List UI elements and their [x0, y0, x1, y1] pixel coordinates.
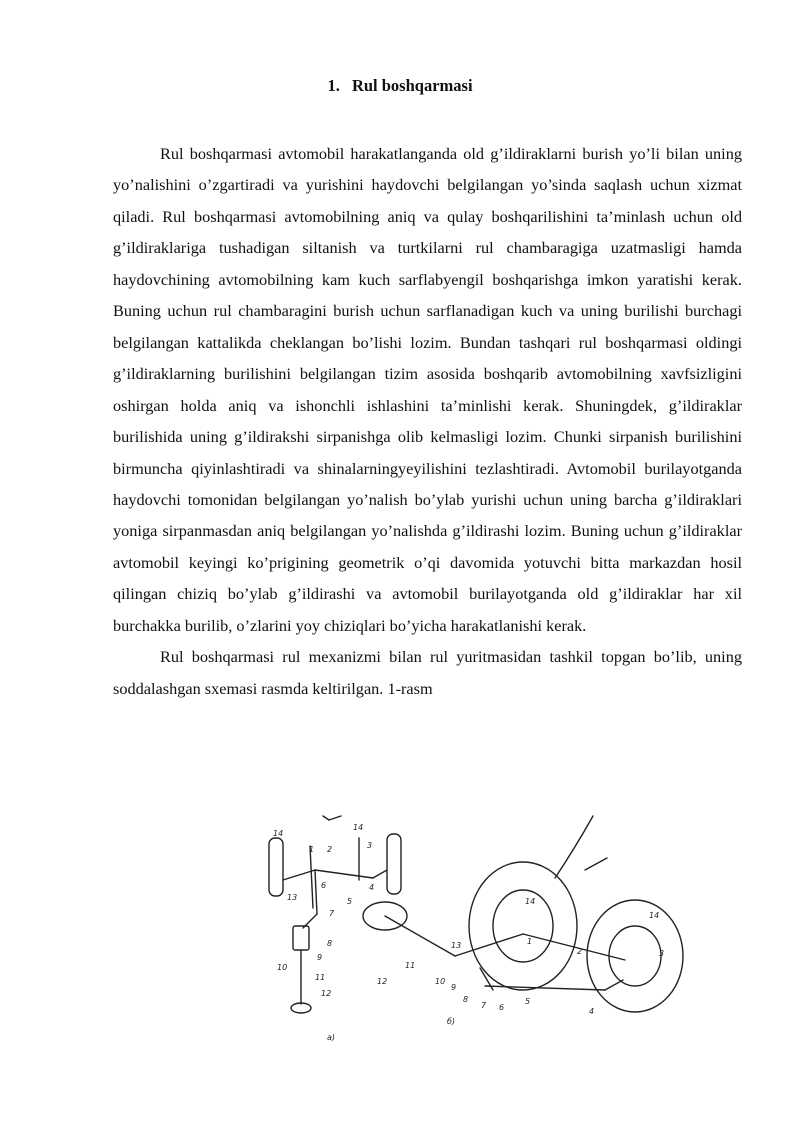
label-a-14-top: 14 — [273, 829, 284, 838]
label-b-14-left: 14 — [525, 897, 536, 906]
rear-wheel-shape — [587, 900, 683, 1012]
panel-a-label: a) — [327, 1033, 336, 1042]
label-a-3: 3 — [367, 841, 373, 850]
steering-diagram — [255, 808, 685, 1048]
label-a-14: 14 — [353, 823, 364, 832]
label-a-2: 2 — [327, 845, 333, 854]
label-b-8: 8 — [463, 995, 469, 1004]
label-a-13: 13 — [287, 893, 298, 902]
heading-title: Rul boshqarmasi — [351, 76, 473, 95]
right-wheel-shape — [387, 834, 401, 894]
label-b-9: 9 — [451, 983, 457, 992]
label-b-11: 11 — [405, 961, 416, 970]
label-a-4: 4 — [369, 883, 375, 892]
label-b-14-right: 14 — [649, 911, 660, 920]
paragraph-1: Rul boshqarmasi avtomobil harakatlanganda old g’ildiraklarni burish yo’li bilan uning yo’nalishini o’zgartiradi va yurishini haydovchi belgilangan yo’sinda saqlash uchun xizmat qiladi. Rul boshqarmasi avtomobilning aniq va qulay boshqarilishini ta’minlash uchun old g’ildiraklariga tushadigan siltanish va turtkilarni rul chambaragiga uzatmasligi hamda haydovchining avtomobilning kam kuch sarflabyengil boshqarishga imkon yaratishi kerak. Buning uchun rul chambaragini burish uchun sarflanadigan kuch va uning burilishi burchagi belgilangan kattalikda cheklangan bo’lishi lozim. Bundan tashqari rul boshqarmasi oldingi g’ildiraklarning burilishini belgilangan tizim asosida boshqarib avtomobilning xavfsizligini oshirgan holda aniq va ishonchli ishlashini ta’minlishi kerak. Shuningdek, g’ildiraklar burilishida uning g’ildirakshi sirpanishga olib kelmasligi lozim. Chunki sirpanish burilishini birmuncha qiyinlashtiradi va shinalarningyeyilishini tezlashtiradi. Avtomobil burilayotganda haydovchi tomonidan belgilangan yo’nalish bo’ylab yurishi uchun uning barcha g’ildiraklari yoniga sirpanmasdan aniq belgilangan yo’nalishda g’ildirashi lozim. Buning uchun g’ildiraklar avtomobil keyingi ko’prigining geometrik o’qi davomida yotuvchi bitta markazdan hosil qilingan chiziq bo’ylab g’ildirashi va avtomobil burilayotganda old g’ildiraklar har xil burchakka burilib, o’zlarini yoy chiziqlari bo’yicha harakatlanishi kerak. — [113, 144, 742, 635]
label-a-10: 10 — [277, 963, 288, 972]
label-b-12: 12 — [377, 977, 388, 986]
label-b-6: 6 — [499, 1003, 505, 1012]
label-b-10: 10 — [435, 977, 446, 986]
label-b-13: 13 — [451, 941, 462, 950]
front-wheel-shape — [469, 862, 577, 990]
label-a-12: 12 — [321, 989, 332, 998]
label-a-1: 1 — [309, 845, 315, 854]
section-heading — [0, 76, 800, 96]
label-a-5: 5 — [347, 897, 353, 906]
left-wheel-shape — [269, 838, 283, 896]
label-b-4: 4 — [589, 1007, 595, 1016]
heading-number: 1. — [327, 76, 340, 95]
label-a-11: 11 — [315, 973, 326, 982]
label-b-7: 7 — [481, 1001, 487, 1010]
steering-diagram-figure — [255, 808, 685, 1048]
label-b-3: 3 — [659, 949, 665, 958]
body-text — [113, 138, 742, 704]
label-b-2: 2 — [577, 947, 583, 956]
paragraph-2: Rul boshqarmasi rul mexanizmi bilan rul yuritmasidan tashkil topgan bo’lib, uning soddalashgan sxemasi rasmda keltirilgan. 1-rasm — [113, 647, 742, 698]
panel-b-label: б) — [447, 1017, 456, 1026]
label-a-8: 8 — [327, 939, 333, 948]
label-b-5: 5 — [525, 997, 531, 1006]
label-a-9: 9 — [317, 953, 323, 962]
label-b-1: 1 — [527, 937, 533, 946]
label-a-6: 6 — [321, 881, 327, 890]
label-a-7: 7 — [329, 909, 335, 918]
